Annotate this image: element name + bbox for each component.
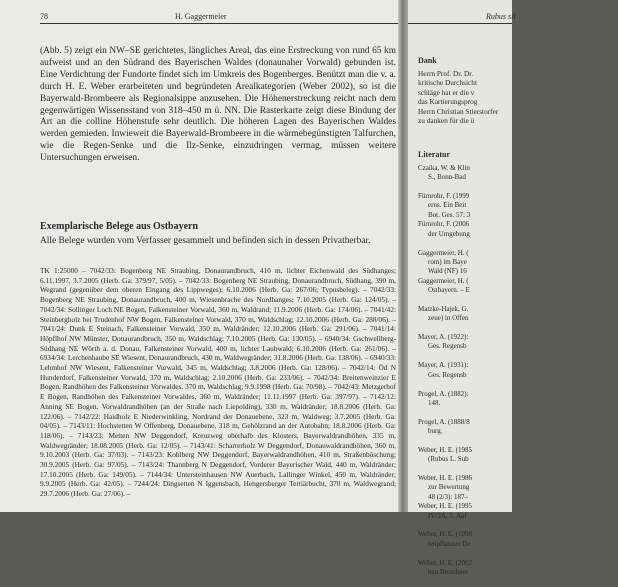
reference-author: Weber, H. E. (1985 — [418, 445, 472, 454]
reference-continuation: erns. Ein Beit — [428, 201, 467, 210]
reference-author: Weber, H. E. (2002 — [418, 558, 472, 567]
reference-author: Fürnrohr, F. (2006 — [418, 220, 470, 229]
reference-continuation: IV/2A, 3. Auf — [428, 511, 467, 520]
reference-author: Mayer, A. (1931): — [418, 361, 469, 370]
reference-entry — [418, 474, 472, 502]
reference-continuation: rom) im Baye — [428, 257, 467, 266]
dank-line: Herrn Christian Stierstorfer — [418, 106, 499, 116]
literatur-heading: Literatur — [418, 150, 450, 159]
reference-author: Gaggermeier, H. ( — [418, 248, 469, 257]
reference-entry — [418, 192, 472, 220]
reference-continuation: hen Brombeer — [428, 567, 468, 576]
reference-author: Gaggermeier, H. ( — [418, 276, 469, 285]
reference-continuation: S., Bonn-Bad — [428, 173, 466, 182]
reference-author: Mayer, A. (1922): — [418, 333, 469, 342]
reference-author: Weber, H. E. (1986 — [418, 474, 472, 483]
reference-entry — [418, 361, 472, 389]
reference-continuation: Ostbayern. – E — [428, 286, 470, 295]
reference-continuation: Ges. Regensb — [428, 370, 467, 379]
reference-continuation: zur Bewertung — [428, 483, 470, 492]
reference-continuation: (Rubus L. Sub — [428, 455, 469, 464]
reference-entry — [418, 305, 472, 333]
reference-list — [418, 164, 472, 587]
reference-entry — [418, 249, 472, 277]
dank-line: zu danken für die ü — [418, 116, 475, 126]
dank-paragraph — [418, 69, 618, 125]
section-title: Exemplarische Belege aus Ostbayern — [40, 221, 199, 232]
reference-author: Fürnrohr, F. (1999 — [418, 192, 470, 201]
intro-paragraph: (Abb. 5) zeigt ein NW–SE gerichtetes, längliches Areal, das eine Erstreckung von rund 65 km aufweist und an den Südrand des Bayerischen Waldes (donaunaher Vorwald) gebunden ist. Eine Verdichtung der Fundorte findet sich im Umkreis des Bogenberges. Benützt man die v. a. durch H. E. Weber erarbeiteten und begründeten Arealkategorien (Weber 2002), so ist die Bayerwald-Brombeere als Regionalsippe anzusehen. Die Höhenerstreckung reicht nach dem gegenwärtigen Wissensstand von 318–450 m ü. NN. Die Rasterkarte zeigt diese Bindung der Art an die colline Höhenstufe sehr deutlich. Die höheren Lagen des Bayerischen Waldes werden gemieden. Inwieweit die Bayerwald-Brombeere in die wärmebegünstigten Talfurchen, wie die Regen-Senke und die Ilz-Senke, einzudringen vermag, müssen weitere Untersuchungen erweisen. — [40, 46, 396, 164]
reference-continuation: Ges. Regensb — [428, 342, 467, 351]
dank-line: das Kartierungsprog — [418, 97, 478, 107]
records-paragraph: TK 1:25000 – 7042/33: Bogenberg NE Straubing, Donaurandbruch, 410 m, lichter Eichenwald des Südhanges; 6.11.1997, 3.7.2005 (Herb. Ga: 379/97, 5/05). – 7042/33: Bogenberg NE Straubing, Donaurandbruch, Südhang, 390 m, Wegrand (gegenüber dem oberen Eingang des Lippweges); 6.10.2006 (Herb. Ga: 267/06; Typusbeleg). – 7042/33: Bogenberg NE Straubing, Donaurandbruch, 400 m, Wiesenbrache des Nordhanges; 7.10.2005 (Herb. Ga: 124/05). – 7042/34: Sollinger Loch NE Bogen, Falkensteiner Vorwald, 360 m, Waldrand; 11.9.2006 (Herb. Ga: 174/06). – 7041/42: Steinbergholz bei Trudenhof NW Bogen, Falkensteiner Vorwald, 370 m, Waldschlag; 12.10.2006 (Herb. Ga: 288/06). – 7041/24: Dunk E Steinach, Falkensteiner Vorwald, 350 m, Waldränder; 12.10.2006 (Herb. Ga: 291/06). – 7041/14: Höpflhof NW Münster, Donaurandbruch, 350 m, Waldschlag; 7.10.2005 (Herb. Ga: 130/05). – 6940/34: Gschwellberg-Südhang NE Wörth a. d. Donau, Falkensteiner Vorwald, 400 m, lichter Laubwald; 6.10.2006 (Herb. Ga: 261/06). – 6934/34: Lerchenhaube SE Wiesent, Donaurandbruch, 430 m, Waldwegränder; 31.8.2006 (Herb. Ga: 138/06). – 6940/33: Lehmhof NW Wiesent, Falkensteiner Vorwald, 345 m, Waldschlag; 3.8.2006 (Herb. Ga: 128/06). – 7042/14: Öd N Hunderdorf, Falkensteiner Vorwald, 370 m, Waldschlag; 2.10.2006 (Herb. Ga: 233/06). – 7042/34: Breitenweinzier E Bogen, Randhöhen des Falkensteiner Vorwaldes, 370 m, Waldschlag; 9.9.1998 (Herb. Ga: 70/98). – 7042/43: Metzgerhof E Bogen, Randhöhen des Falkensteiner Vorwaldes, 360 m, Waldränder; 11.11.1997 (Herb. Ga: 397/97). – 7142/12: Anning SE Bogen, Vorwaldrandhöhen (an der Straße nach Liepolding), 330 m, Waldränder; 18.8.2006 (Herb. Ga: 122/06). – 7142/22: Haidholz E Niederwinkling, Nordrand der Donauebene, 323 m, Waldweg; 3.7.2005 (Herb. Ga: 04/05). – 7143/11: Hochstetten W Offenberg, Donauebene, 318 m, Gehölzrand an der Autobahn; 18.8.2006 (Herb. Ga: 118/06). – 7143/23: Metten NW Deggendorf, Kreuzweg oberhalb des Klosters, Bayerwaldrandhöhen, 335 m, Waldwegränder; 18.08.2005 (Herb. Ga: 12/05). – 7143/41: Scharrerholz W Deggendorf, Donauwaldrandhöhen, 360 m, 9.10.2003 (Herb. Ga: 37/03). – 7143/23: Kohlberg NW Deggendorf, Bayerwaldrandhöhen, 410 m, Straßenböschung; 30.9.2005 (Herb. Ga: 97/05). – 7143/24: Thannberg N Deggendorf, Vorderer Bayerischer Wald, 440 m, Waldränder; 17.10.2005 (Herb. Ga: 149/05). – 7144/34: Untersteinhausen NW Auerbach, Lallinger Winkel, 450 m, Waldränder; 9.9.2005 (Herb. Ga: 42/05). – 7244/24: Dingsetten N Iggensbach, Hengersberger Tertiärbucht, 370 m, Waldwegrand; 29.7.2006 (Herb. Ga: 27/06). – — [40, 266, 396, 499]
dank-line: kritische Durchsicht — [418, 78, 477, 88]
reference-entry — [418, 559, 472, 587]
dank-line: schläge hat er die v — [418, 87, 475, 97]
reference-entry — [418, 530, 472, 558]
reference-author: Progel, A. (1888/8 — [418, 417, 470, 426]
reference-continuation: tenpflanzen De — [428, 539, 471, 548]
reference-entry — [418, 277, 472, 305]
reference-continuation: zeue) in Offen — [428, 314, 469, 323]
reference-continuation: burg. — [428, 426, 443, 435]
dank-line: Herrn Prof. Dr. Dr. — [418, 69, 474, 78]
header-rule — [40, 23, 400, 24]
reference-continuation: 148. — [428, 398, 441, 407]
reference-continuation: der Umgebung — [428, 229, 470, 238]
reference-continuation: Bot. Ges. 57: 3 — [428, 210, 471, 219]
reference-author: Weber, H. E. (1995 — [418, 502, 472, 511]
reference-continuation: Wald (NF) 16 — [428, 267, 467, 276]
running-head: H. Gaggermeier — [175, 12, 227, 21]
reference-entry — [418, 502, 472, 530]
reference-author: Czaika, W. & Klin — [418, 164, 470, 172]
dank-heading: Dank — [418, 56, 437, 65]
reference-entry — [418, 220, 472, 248]
reference-entry — [418, 418, 472, 446]
right-header-rule — [408, 23, 512, 24]
section-subtitle: Alle Belege wurden vom Verfasser gesammelt und befinden sich in dessen Privatherbar. — [40, 236, 371, 246]
reference-entry — [418, 164, 472, 192]
reference-author: Matzke-Hajek, G. — [418, 304, 469, 313]
reference-author: Progel, A. (1882): — [418, 389, 469, 398]
reference-continuation: 48 (2/3): 187– — [428, 492, 469, 501]
book-gutter — [398, 0, 408, 512]
reference-entry — [418, 390, 472, 418]
page-number: 78 — [40, 12, 48, 21]
reference-author: Weber, H. E. (1998 — [418, 530, 472, 539]
right-running-head: Rubus sil — [486, 12, 516, 21]
right-page — [408, 0, 516, 576]
reference-entry — [418, 446, 472, 474]
reference-entry — [418, 333, 472, 361]
